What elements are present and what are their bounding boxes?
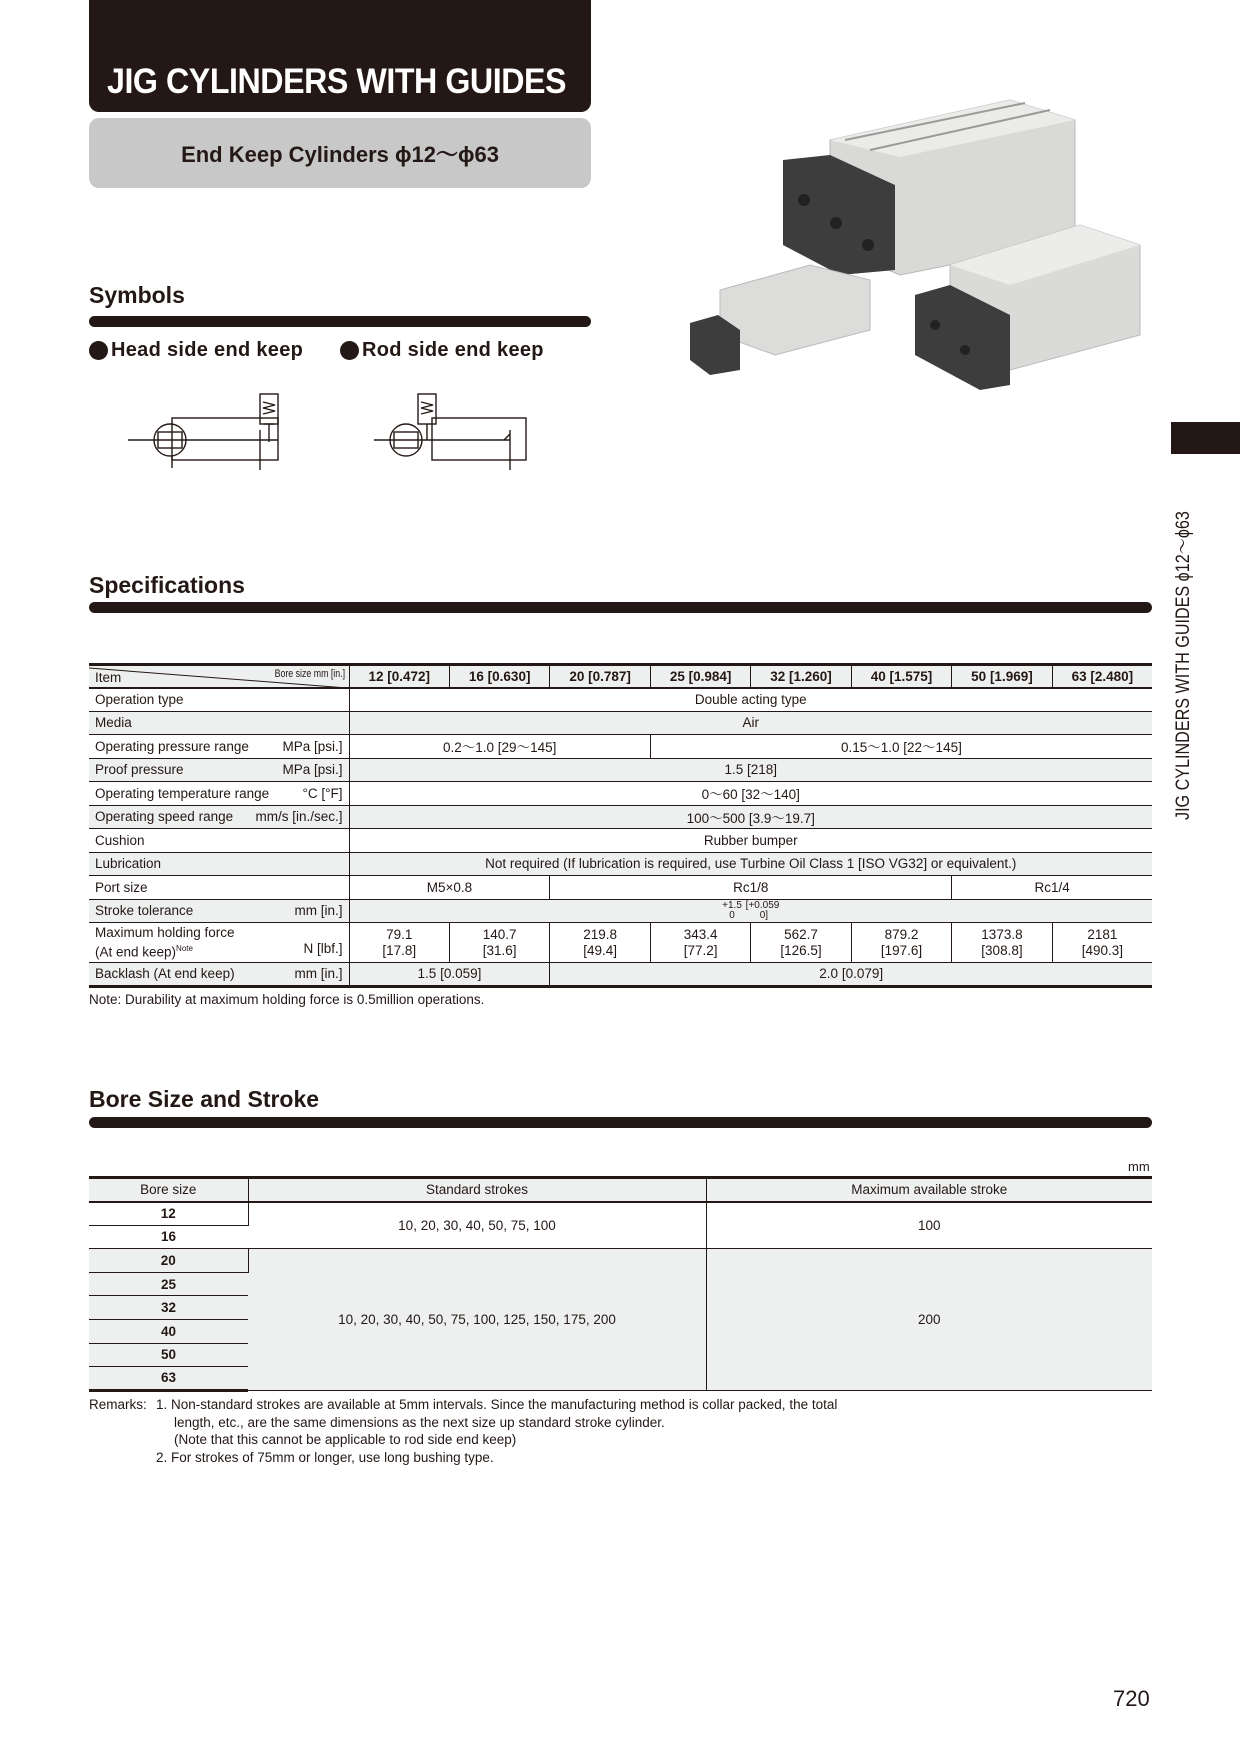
specifications-divider: [89, 602, 1152, 613]
table-row: 40: [89, 1319, 1152, 1343]
subtitle-banner: [89, 118, 591, 188]
table-row: 50: [89, 1343, 1152, 1367]
symbols-divider: [89, 316, 591, 327]
header-item-bore: Item Bore size mm [in.]: [89, 665, 349, 688]
bore-col-25: 25 [0.984]: [650, 665, 750, 688]
table-row: 16: [89, 1225, 1152, 1249]
page-title: JIG CYLINDERS WITH GUIDES: [107, 62, 567, 101]
bore-col-32: 32 [1.260]: [751, 665, 851, 688]
spec-row-operating-temperature: Operating temperature range °C [°F] 0～60 [32～140]: [89, 782, 1152, 806]
specifications-table: [89, 663, 1152, 988]
header-standard-strokes: Standard strokes: [248, 1178, 706, 1202]
spec-row-proof-pressure: Proof pressure MPa [psi.] 1.5 [218]: [89, 758, 1152, 782]
remarks: Remarks: 1. Non-standard strokes are available at 5mm intervals. Since the manufacturing method is collar packed, the total length, etc., are the same dimensions as the next size up standard stroke cylinder. (Note that this cannot be applicable to rod side end keep) 2. For strokes of 75mm or longer, use long bushing type.: [89, 1397, 838, 1465]
table-row: 25: [89, 1272, 1152, 1296]
spec-row-lubrication: Lubrication Not required (If lubrication is required, use Turbine Oil Class 1 [ISO VG32] or equivalent.): [89, 852, 1152, 876]
page-subtitle: End Keep Cylinders ϕ12～ϕ63: [181, 141, 499, 167]
header-max-stroke: Maximum available stroke: [706, 1178, 1152, 1202]
side-index-label: JIG CYLINDERS WITH GUIDES ϕ12～ϕ63: [1173, 511, 1194, 820]
bore-col-20: 20 [0.787]: [550, 665, 650, 688]
table-row: 12 10, 20, 30, 40, 50, 75, 100 100: [89, 1202, 1152, 1226]
bore-col-16: 16 [0.630]: [449, 665, 549, 688]
spec-row-port-size: Port size M5×0.8 Rc1/8 Rc1/4: [89, 876, 1152, 900]
spec-row-stroke-tolerance: Stroke tolerance mm [in.] +1.5 0 [+0.059 0]: [89, 899, 1152, 923]
tolerance-mm: +1.5 0: [722, 899, 742, 921]
section-tab-marker: [1171, 422, 1240, 454]
bore-stroke-heading: Bore Size and Stroke: [89, 1086, 320, 1112]
head-side-end-keep-symbol: [120, 390, 290, 480]
spec-row-operating-pressure: Operating pressure range MPa [psi.] 0.2～1.0 [29～145] 0.15～1.0 [22～145]: [89, 735, 1152, 759]
table-row: 63: [89, 1367, 1152, 1391]
spec-row-operating-speed: Operating speed range mm/s [in./sec.] 100～500 [3.9～19.7]: [89, 805, 1152, 829]
spec-row-operation-type: Operation type Double acting type: [89, 688, 1152, 712]
specifications-heading: Specifications: [89, 572, 245, 598]
bore-stroke-table: [89, 1176, 1152, 1392]
unit-label: mm: [1128, 1159, 1150, 1174]
symbols-heading: Symbols: [89, 282, 185, 308]
bore-col-40: 40 [1.575]: [851, 665, 951, 688]
table-row: 20 10, 20, 30, 40, 50, 75, 100, 125, 150, 175, 200 200: [89, 1249, 1152, 1273]
spec-note: Note: Durability at maximum holding force is 0.5million operations.: [89, 992, 485, 1007]
bore-stroke-divider: [89, 1117, 1152, 1128]
bore-col-50: 50 [1.969]: [952, 665, 1052, 688]
spec-row-media: Media Air: [89, 711, 1152, 735]
header-bore-size: Bore size: [89, 1178, 248, 1202]
bullet-icon: [340, 341, 359, 360]
spec-row-cushion: Cushion Rubber bumper: [89, 829, 1152, 853]
bore-col-63: 63 [2.480]: [1052, 665, 1152, 688]
page-number: 720: [1113, 1686, 1150, 1711]
bullet-icon: [89, 341, 108, 360]
symbol-rod-side-label: Rod side end keep: [340, 339, 544, 362]
spec-row-backlash: Backlash (At end keep) mm [in.] 1.5 [0.059] 2.0 [0.079]: [89, 963, 1152, 987]
rod-side-end-keep-symbol: [370, 390, 540, 480]
symbol-head-side-label: Head side end keep: [89, 339, 303, 362]
title-banner: [89, 0, 591, 112]
tolerance-in: [+0.059 0]: [745, 899, 780, 921]
bore-col-12: 12 [0.472]: [349, 665, 449, 688]
product-photo: [680, 95, 1150, 395]
table-row: 32: [89, 1296, 1152, 1320]
spec-row-holding-force: Maximum holding force (At end keep)$^{Note}$ N [lbf.] 79.1 [17.8] 140.7 [31.6] 219.8 [49.4] 343.4 [77.2] 562.7 [126.5] 879.2 [197.6] 1373.8 [308.8] 2181 [490.3]: [89, 923, 1152, 963]
